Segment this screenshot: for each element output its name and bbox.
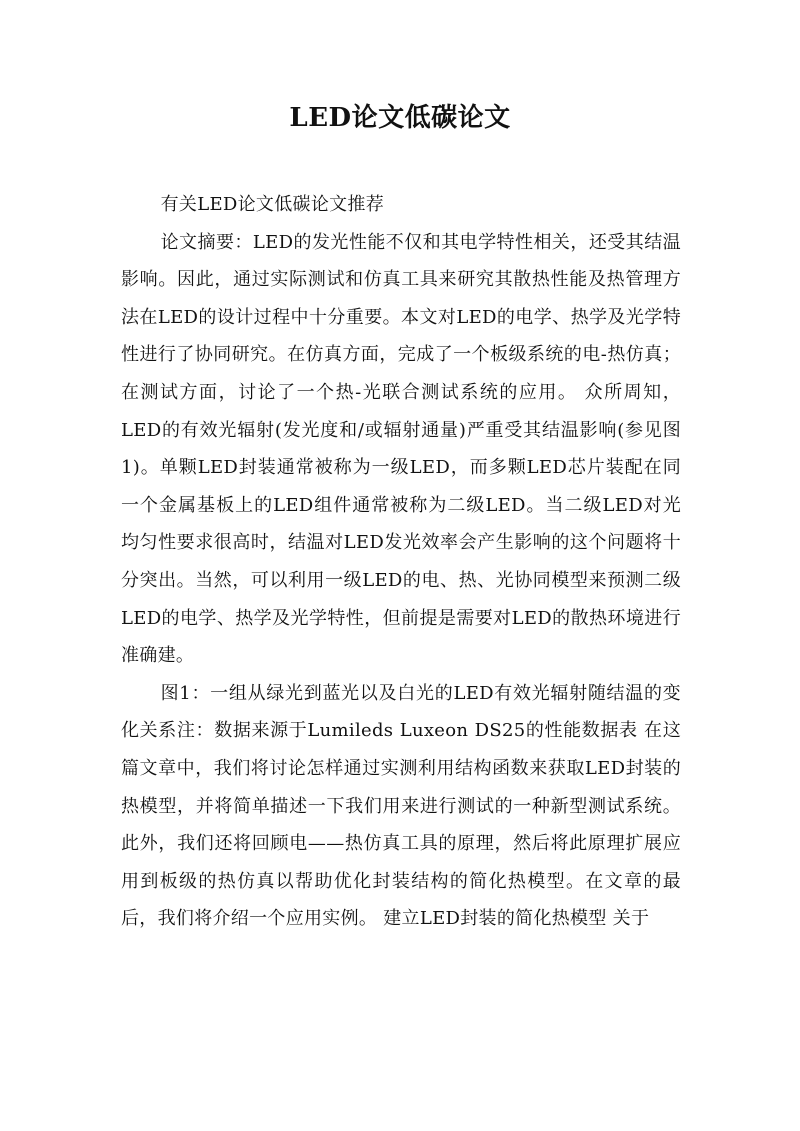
document-title: LED论文低碳论文	[289, 103, 511, 133]
paragraph-figure-note: 图1：一组从绿光到蓝光以及白光的LED有效光辐射随结温的变化关系注：数据来源于Lumileds Luxeon DS25的性能数据表 在这篇文章中，我们将讨论怎样通过实测利用结构函数来获取LED封装的热模型，并将简单描述一下我们用来进行测试的一种新型测试系统。此外，我们还将回顾电——热仿真工具的原理，然后将此原理扩展应用到板级的热仿真以帮助优化封装结构的简化热模型。在文章的最后，我们将介绍一个应用实例。 建立LED封装的简化热模型 关于	[121, 682, 681, 930]
document-body	[121, 186, 681, 938]
paragraph-subtitle: 有关LED论文低碳论文推荐	[160, 194, 385, 215]
paragraph-abstract: 论文摘要：LED的发光性能不仅和其电学特性相关，还受其结温影响。因此，通过实际测试和仿真工具来研究其散热性能及热管理方法在LED的设计过程中十分重要。本文对LED的电学、热学及光学特性进行了协同研究。在仿真方面，完成了一个板级系统的电-热仿真；在测试方面，讨论了一个热-光联合测试系统的应用。 众所周知，LED的有效光辐射(发光度和/或辐射通量)严重受其结温影响(参见图1)。单颗LED封装通常被称为一级LED，而多颗LED芯片装配在同一个金属基板上的LED组件通常被称为二级LED。当二级LED对光均匀性要求很高时，结温对LED发光效率会产生影响的这个问题将十分突出。当然，可以利用一级LED的电、热、光协同模型来预测二级LED的电学、热学及光学特性，但前提是需要对LED的散热环境进行准确建。	[121, 231, 681, 667]
